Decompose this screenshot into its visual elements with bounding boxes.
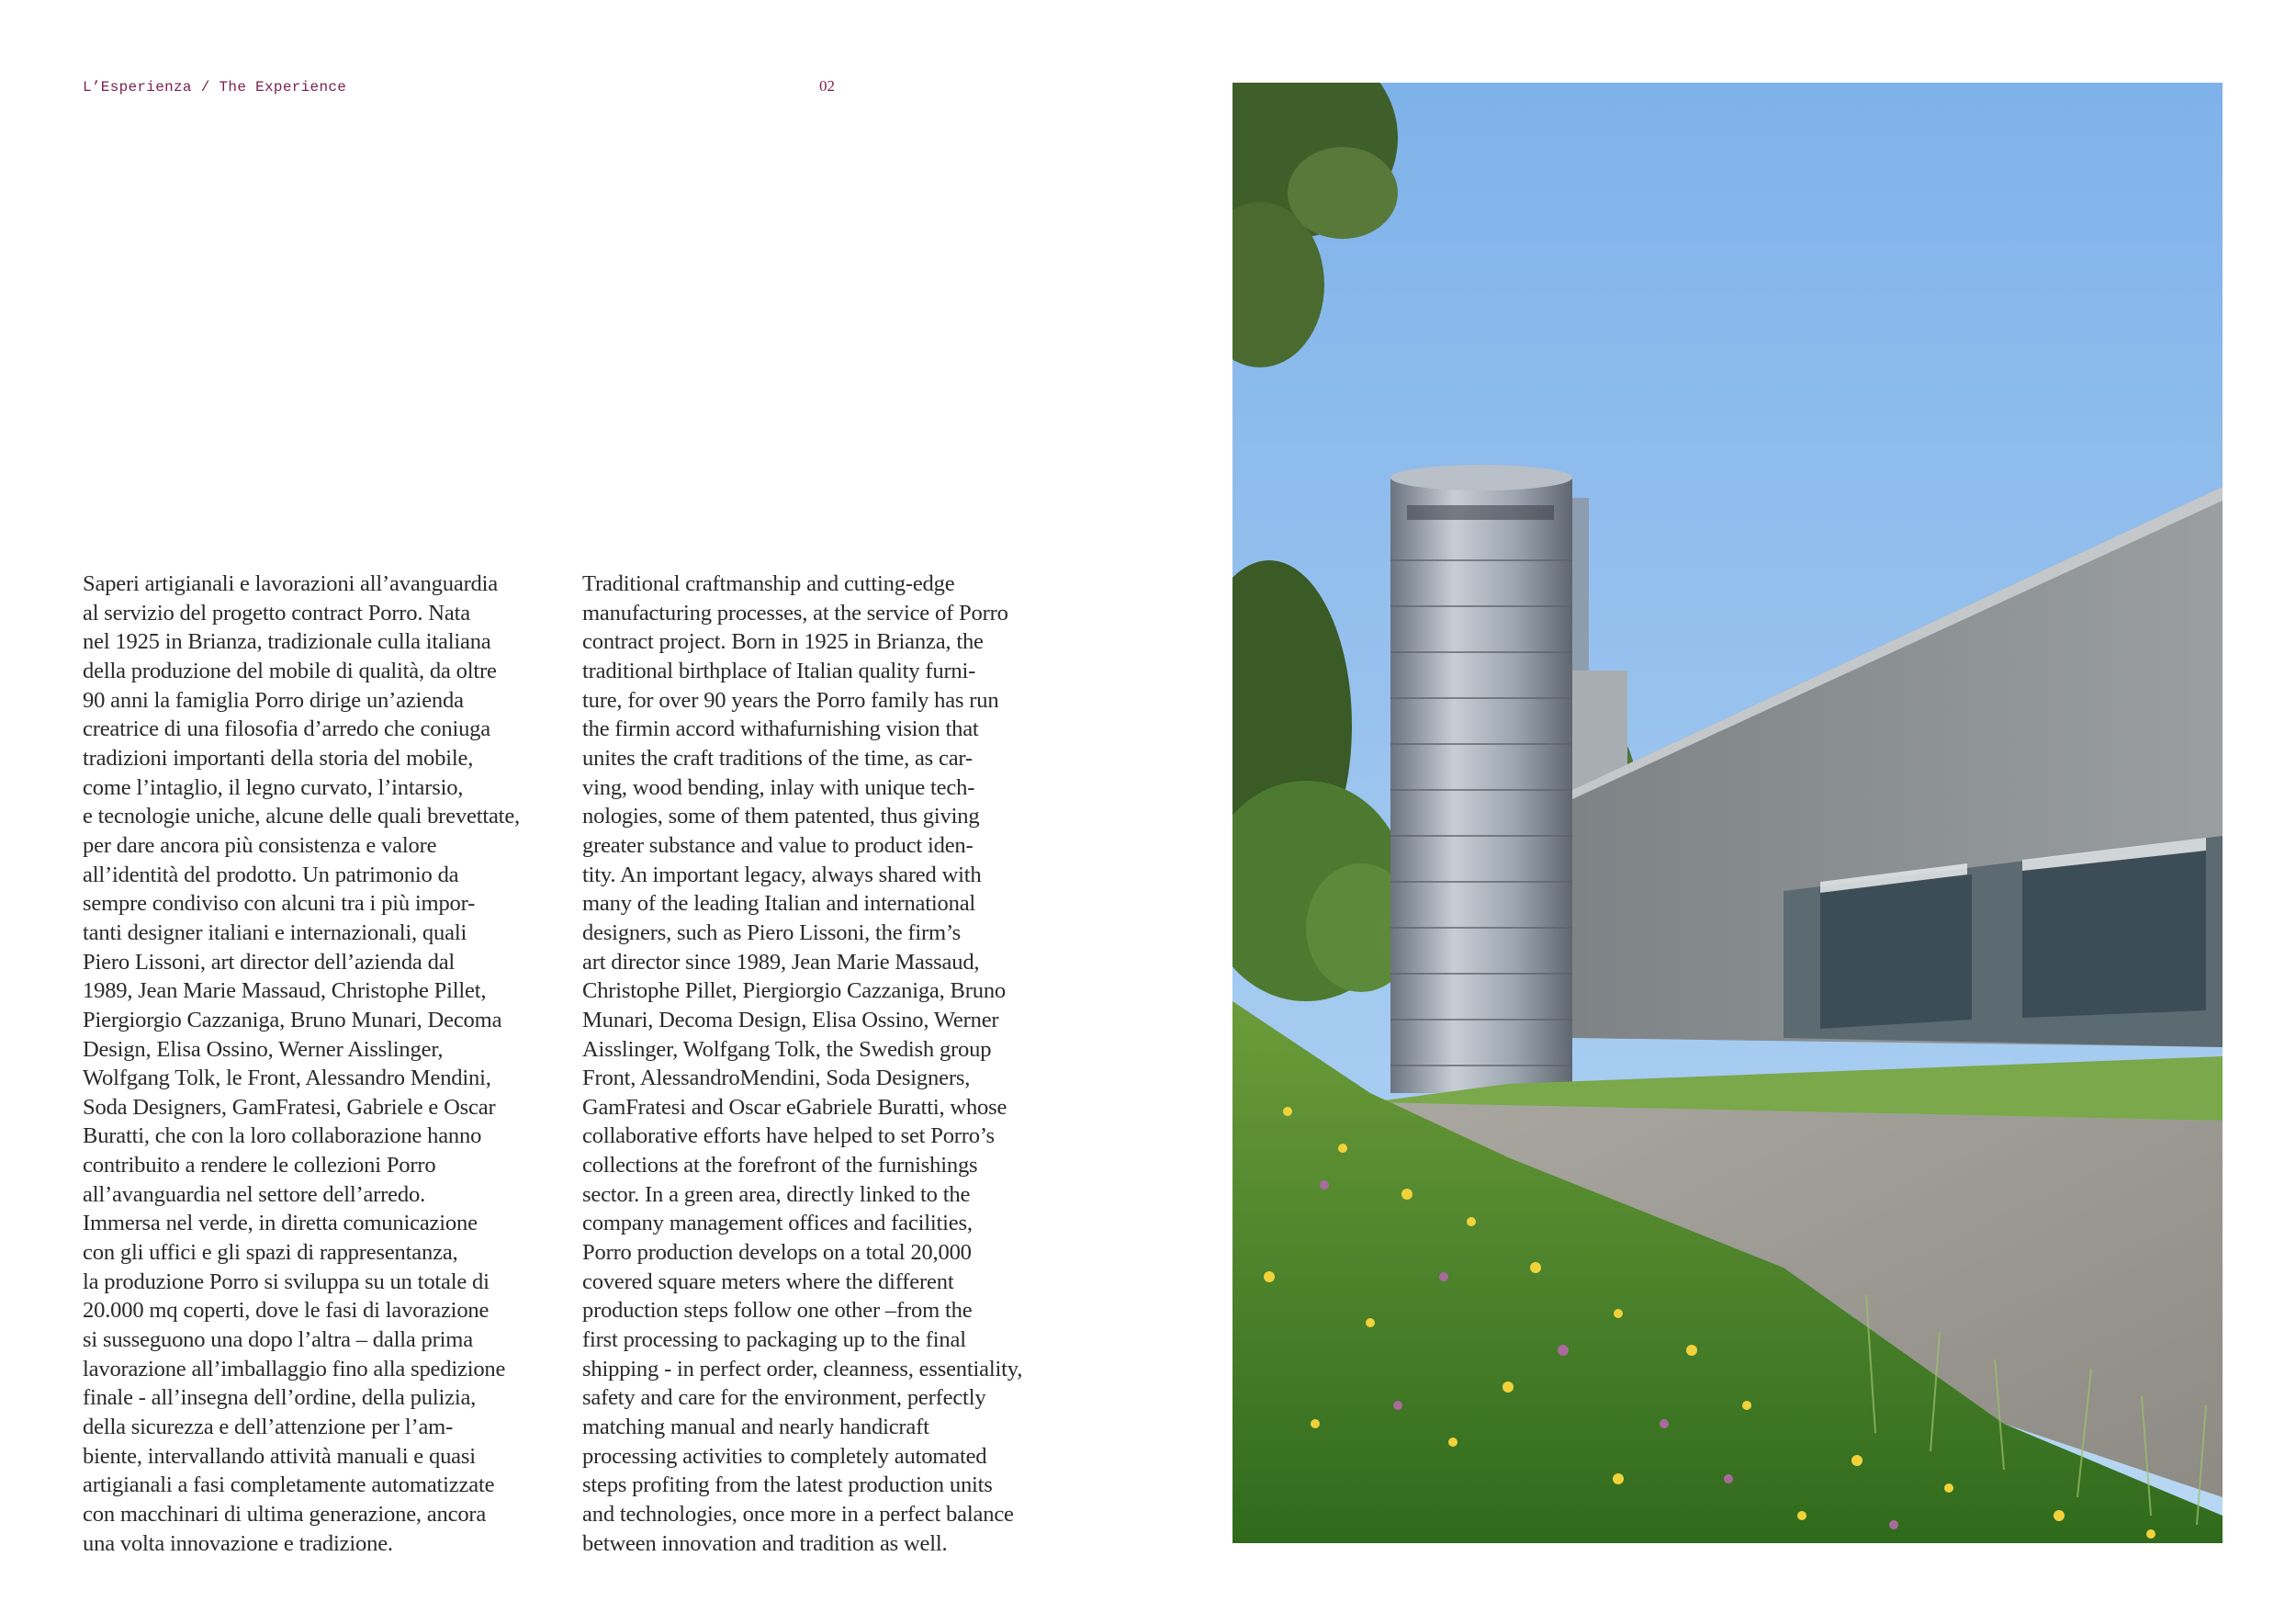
english-text-line: matching manual and nearly handicraft: [582, 1415, 929, 1440]
english-text-line: shipping - in perfect order, cleanness, essentiality,: [582, 1356, 1023, 1382]
english-text-line: steps profiting from the latest production units: [582, 1472, 993, 1498]
italian-text-line: lavorazione all’imballaggio fino alla spedizione: [83, 1356, 506, 1382]
english-text-line: traditional birthplace of Italian quality furni-: [582, 658, 976, 683]
italian-text-line: contribuito a rendere le collezioni Porro: [83, 1153, 436, 1179]
italian-text-line: Soda Designers, GamFratesi, Gabriele e Oscar: [83, 1094, 496, 1120]
italian-text-line: 90 anni la famiglia Porro dirige un’azienda: [83, 687, 464, 713]
italian-text-line: Buratti, che con la loro collaborazione hanno: [83, 1123, 482, 1149]
english-text-column: [582, 570, 1069, 1558]
section-header: L’Esperienza / The Experience: [83, 79, 347, 96]
english-text-line: collaborative efforts have helped to set Porro’s: [582, 1123, 995, 1149]
italian-text-line: sempre condiviso con alcuni tra i più impor-: [83, 891, 476, 917]
english-text-line: the firmin accord withafurnishing vision that: [582, 716, 979, 742]
italian-text-line: Wolfgang Tolk, le Front, Alessandro Mendini,: [83, 1066, 491, 1091]
italian-text-line: della sicurezza e dell’attenzione per l’am-: [83, 1415, 454, 1440]
english-text-line: Traditional craftmanship and cutting-edge: [582, 571, 955, 596]
italian-text-line: Immersa nel verde, in diretta comunicazione: [83, 1211, 478, 1236]
english-text-line: ture, for over 90 years the Porro family has run: [582, 687, 999, 713]
english-text-line: Front, AlessandroMendini, Soda Designers,: [582, 1066, 971, 1091]
english-text-line: GamFratesi and Oscar eGabriele Buratti, whose: [582, 1094, 1007, 1120]
italian-text-line: Piergiorgio Cazzaniga, Bruno Munari, Decoma: [83, 1007, 502, 1032]
italian-text-column: [83, 570, 568, 1558]
italian-text-line: 20.000 mq coperti, dove le fasi di lavorazione: [83, 1298, 490, 1324]
english-text-line: many of the leading Italian and international: [582, 891, 976, 917]
english-text-line: between innovation and tradition as well.: [582, 1530, 948, 1556]
english-text-line: nologies, some of them patented, thus giving: [582, 804, 980, 829]
english-text-line: Christophe Pillet, Piergiorgio Cazzaniga, Bruno: [582, 978, 1007, 1004]
english-text-line: art director since 1989, Jean Marie Massaud,: [582, 949, 980, 975]
english-text-line: greater substance and value to product iden-: [582, 832, 974, 858]
english-text-line: tity. An important legacy, always shared with: [582, 862, 982, 887]
italian-text-line: con macchinari di ultima generazione, ancora: [83, 1502, 487, 1527]
english-text-line: contract project. Born in 1925 in Brianza, the: [582, 629, 984, 655]
english-text-line: Munari, Decoma Design, Elisa Ossino, Werner: [582, 1007, 999, 1032]
italian-text-line: e tecnologie uniche, alcune delle quali brevettate,: [83, 804, 520, 829]
english-text-line: ving, wood bending, inlay with unique tech-: [582, 774, 975, 800]
factory-photo: [1232, 83, 2223, 1543]
english-text-line: first processing to packaging up to the final: [582, 1327, 966, 1353]
english-text-line: company management offices and facilities,: [582, 1211, 973, 1236]
italian-text-line: si susseguono una dopo l’altra – dalla prima: [83, 1327, 473, 1353]
italian-text-line: della produzione del mobile di qualità, da oltre: [83, 658, 497, 683]
italian-text-line: 1989, Jean Marie Massaud, Christophe Pillet,: [83, 978, 487, 1004]
italian-text-line: una volta innovazione e tradizione.: [83, 1530, 393, 1556]
italian-text-line: biente, intervallando attività manuali e quasi: [83, 1443, 476, 1469]
italian-text-line: tradizioni importanti della storia del mobile,: [83, 745, 474, 771]
italian-text-line: come l’intaglio, il legno curvato, l’intarsio,: [83, 774, 464, 800]
italian-text-line: finale - all’insegna dell’ordine, della pulizia,: [83, 1385, 477, 1411]
italian-text-line: creatrice di una filosofia d’arredo che coniuga: [83, 716, 490, 742]
english-text-line: unites the craft traditions of the time, as car-: [582, 745, 973, 771]
italian-text-line: Design, Elisa Ossino, Werner Aisslinger,: [83, 1036, 444, 1062]
italian-text-line: Piero Lissoni, art director dell’azienda dal: [83, 949, 456, 975]
english-text-line: production steps follow one other –from the: [582, 1298, 973, 1324]
italian-text-line: all’avanguardia nel settore dell’arredo.: [83, 1181, 426, 1207]
silo: [1390, 465, 1589, 1093]
italian-text-line: Saperi artigianali e lavorazioni all’avanguardia: [83, 571, 499, 596]
italian-text-line: al servizio del progetto contract Porro. Nata: [83, 600, 470, 626]
english-text-line: Porro production develops on a total 20,000: [582, 1240, 972, 1266]
english-text-line: and technologies, once more in a perfect balance: [582, 1502, 1014, 1527]
page-number: 02: [819, 77, 835, 95]
english-text-line: Aisslinger, Wolfgang Tolk, the Swedish group: [582, 1036, 992, 1062]
english-text-line: manufacturing processes, at the service of Porro: [582, 600, 1008, 626]
english-text-line: covered square meters where the different: [582, 1269, 954, 1294]
italian-text-line: per dare ancora più consistenza e valore: [83, 832, 437, 858]
italian-text-line: tanti designer italiani e internazionali, quali: [83, 919, 467, 945]
italian-text-line: con gli uffici e gli spazi di rappresentanza,: [83, 1240, 458, 1266]
italian-text-line: nel 1925 in Brianza, tradizionale culla italiana: [83, 629, 491, 655]
english-text-line: safety and care for the environment, perfectly: [582, 1385, 986, 1411]
english-text-line: sector. In a green area, directly linked to the: [582, 1181, 971, 1207]
english-text-line: processing activities to completely automated: [582, 1443, 987, 1469]
english-text-line: designers, such as Piero Lissoni, the firm’s: [582, 919, 961, 945]
italian-text-line: all’identità del prodotto. Un patrimonio da: [83, 862, 459, 887]
italian-text-line: artigianali a fasi completamente automatizzate: [83, 1472, 495, 1498]
italian-text-line: la produzione Porro si sviluppa su un totale di: [83, 1269, 490, 1294]
english-text-line: collections at the forefront of the furnishings: [582, 1153, 978, 1179]
